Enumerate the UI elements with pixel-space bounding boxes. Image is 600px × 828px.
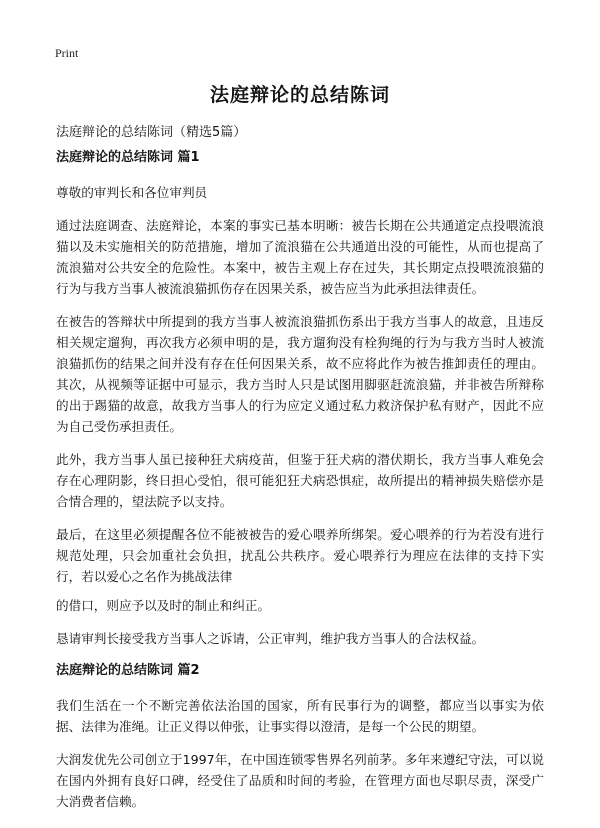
paragraph: 大润发优先公司创立于1997年，在中国连锁零售界名列前茅。多年来遵纪守法，可以说在国内外拥有良好口碑，经受住了品质和时间的考验，在管理方面也尽职尽责，深受广大消费者信赖。 [56,752,544,809]
document-content [56,148,544,824]
paragraph: 恳请审判长接受我方当事人之诉请，公正审判，维护我方当事人的合法权益。 [56,631,485,646]
paragraph: 最后，在这里必须提醒各位不能被被告的爱心喂养所绑架。爱心喂养的行为若没有进行规范处理，只会加重社会负担，扰乱公共秩序。爱心喂养行为理应在法律的支持下实行，若以爱心之名作为挑战法律 [56,527,544,584]
section-heading: 法庭辩论的总结陈词 篇2 [56,663,200,678]
paragraph: 此外，我方当事人虽已接种狂犬病疫苗，但鉴于狂犬病的潜伏期长，我方当事人难免会存在心理阴影，终日担心受怕，很可能犯狂犬病恐惧症，故所提出的精神损失赔偿亦是合情合理的，望法院予以支持。 [56,452,544,509]
page-title: 法庭辩论的总结陈词 [209,84,390,106]
paragraph: 通过法庭调查、法庭辩论，本案的事实已基本明晰：被告长期在公共通道定点投喂流浪猫以及未实施相关的防范措施，增加了流浪猫在公共通道出没的可能性，从而也提高了流浪猫对公共安全的危险性。本案中，被告主观上存在过失，其长期定点投喂流浪猫的行为与我方当事人被流浪猫抓伤存在因果关系，被告应当为此承担法律责任。 [56,218,544,296]
section-heading: 法庭辩论的总结陈词 篇1 [56,150,200,165]
section-2 [56,661,544,812]
print-label: Print [55,46,79,60]
paragraph: 在被告的答辩状中所提到的我方当事人被流浪猫抓伤系出于我方当事人的故意，且违反相关规定遛狗，再次我方必须申明的是，我方遛狗没有栓狗绳的行为与我方当时人被流浪猫抓伤的结果之间并没有存在任何因果关系，故不应将此作为被告推卸责任的理由。其次，从视频等证据中可显示，我方当时人只是试图用脚驱赶流浪猫，并非被告所辩称的出于踢猫的故意，故我方当事人的行为应定义通过私力救济保护私有财产，因此不应为自己受伤承担责任。 [56,314,544,434]
paragraph: 尊敬的审判长和各位审判员 [56,185,208,200]
section-1 [56,148,544,649]
paragraph: 的借口，则应予以及时的制止和纠正。 [56,598,271,613]
paragraph: 我们生活在一个不断完善依法治国的国家，所有民事行为的调整，都应当以事实为依据、法律为准绳。让正义得以伸张，让事实得以澄清，是每一个公民的期望。 [56,698,544,734]
document-subtitle: 法庭辩论的总结陈词（精选5篇） [56,125,247,140]
